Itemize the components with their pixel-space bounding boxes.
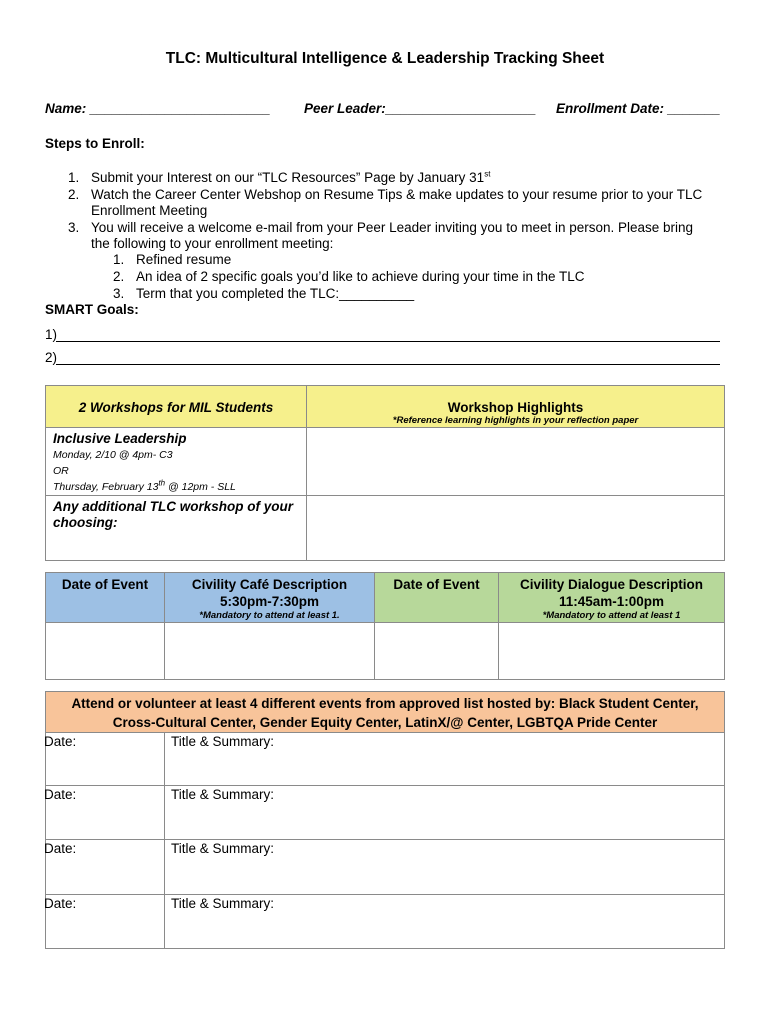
event-title-cell[interactable]: Title & Summary: xyxy=(165,840,725,895)
substep-number: 2. xyxy=(113,269,125,284)
substep-text: An idea of 2 specific goals you’d like to achieve during your time in the TLC xyxy=(136,269,585,284)
event-date-cell[interactable]: Date: xyxy=(46,895,165,949)
substep-number: 3. xyxy=(113,286,125,301)
page-title: TLC: Multicultural Intelligence & Leadership Tracking Sheet xyxy=(165,50,605,67)
event-date-cell[interactable]: Date: xyxy=(46,733,165,786)
dialogue-description-cell[interactable] xyxy=(499,623,725,680)
goal-1-field[interactable] xyxy=(45,327,720,345)
term-blank[interactable]: __________ xyxy=(339,286,415,301)
workshop-additional: Any additional TLC workshop of your choosing: xyxy=(46,496,307,561)
events-table xyxy=(45,691,725,949)
step-text: Submit your Interest on our “TLC Resources” Page by January 31st xyxy=(91,169,491,185)
step-text: Watch the Career Center Webshop on Resume Tips & make updates to your resume prior to your TLC xyxy=(91,187,703,202)
events-header: Attend or volunteer at least 4 different events from approved list hosted by: Black Student Center, Cross-Cultural Center, Gender Equity Center, LatinX/@ Center, LGBTQA Pride Center xyxy=(46,692,725,733)
civility-table xyxy=(45,572,725,680)
event-title-cell[interactable]: Title & Summary: xyxy=(165,895,725,949)
step-number: 3. xyxy=(68,220,80,235)
highlights-note: *Reference learning highlights in your reflection paper xyxy=(392,415,639,426)
dialogue-date-cell[interactable] xyxy=(375,623,499,680)
substep-number: 1. xyxy=(113,252,125,267)
peer-leader-field[interactable]: Peer Leader:____________________ xyxy=(304,101,536,116)
goal-1-label: 1) xyxy=(45,327,58,342)
enrollment-date-field[interactable]: Enrollment Date: _______ xyxy=(556,101,721,116)
cafe-date-header: Date of Event xyxy=(46,573,165,623)
workshops-table xyxy=(45,385,725,561)
workshop-inclusive-leadership: Inclusive Leadership Monday, 2/10 @ 4pm- C3 OR Thursday, February 13th @ 12pm - SLL xyxy=(46,428,307,496)
cafe-note: *Mandatory to attend at least 1. xyxy=(199,610,340,621)
name-field[interactable]: Name: ________________________ xyxy=(45,101,271,116)
event-title-cell[interactable]: Title & Summary: xyxy=(165,786,725,840)
event-date-cell[interactable]: Date: xyxy=(46,786,165,840)
goal-2-field[interactable] xyxy=(45,350,720,368)
step-number: 2. xyxy=(68,187,80,202)
event-date-cell[interactable]: Date: xyxy=(46,840,165,895)
cafe-description-cell[interactable] xyxy=(165,623,375,680)
dialogue-note: *Mandatory to attend at least 1 xyxy=(542,610,681,621)
workshops-header: 2 Workshops for MIL Students xyxy=(46,386,307,428)
goal-2-label: 2) xyxy=(45,350,58,365)
cafe-date-cell[interactable] xyxy=(46,623,165,680)
event-title-cell[interactable]: Title & Summary: xyxy=(165,733,725,786)
step-text: the following to your enrollment meeting: xyxy=(91,236,334,251)
cafe-description-header: Civility Café Description 5:30pm-7:30pm *Mandatory to attend at least 1. xyxy=(165,573,375,623)
dialogue-date-header: Date of Event xyxy=(375,573,499,623)
substep-text: Term that you completed the TLC:__________ xyxy=(136,286,415,301)
step-number: 1. xyxy=(68,170,80,185)
dialogue-description-header: Civility Dialogue Description 11:45am-1:00pm *Mandatory to attend at least 1 xyxy=(499,573,725,623)
step-text: You will receive a welcome e-mail from your Peer Leader inviting you to meet in person. Please bring xyxy=(91,220,694,235)
substep-text: Refined resume xyxy=(136,252,232,267)
smart-goals-heading: SMART Goals: xyxy=(45,302,139,317)
highlight-cell-2[interactable] xyxy=(307,496,725,561)
highlight-cell-1[interactable] xyxy=(307,428,725,496)
step-text: Enrollment Meeting xyxy=(91,203,208,218)
steps-heading: Steps to Enroll: xyxy=(45,136,145,151)
highlights-header: Workshop Highlights *Reference learning highlights in your reflection paper xyxy=(307,386,725,428)
